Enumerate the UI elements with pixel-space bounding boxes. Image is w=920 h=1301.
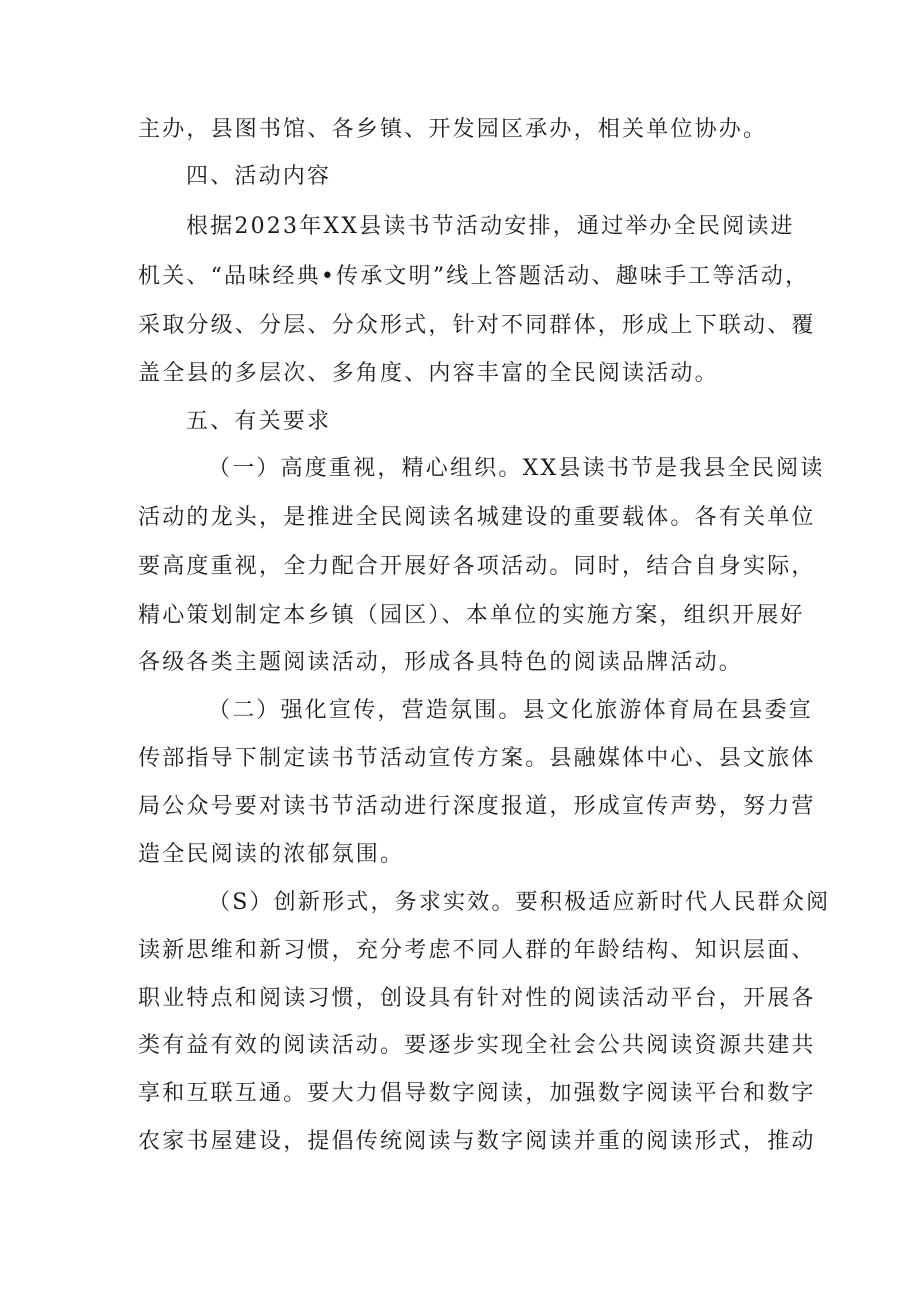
- paragraph-line: 盖全县的多层次、多角度、内容丰富的全民阅读活动。: [138, 361, 719, 386]
- paragraph-line: 传部指导下制定读书节活动宣传方案。县融媒体中心、县文旅体: [138, 746, 816, 771]
- paragraph-line: 造全民阅读的浓郁氛围。: [138, 842, 405, 867]
- paragraph-line: 要高度重视，全力配合开展好各项活动。同时，结合自身实际，: [138, 554, 816, 579]
- paragraph-line: （一）高度重视，精心组织。XX县读书节是我县全民阅读: [208, 456, 825, 481]
- paragraph-line: 享和互联互通。要大力倡导数字阅读，加强数字阅读平台和数字: [138, 1081, 816, 1106]
- section-heading-requirements: 五、有关要求: [186, 409, 332, 434]
- paragraph-line: 各级各类主题阅读活动，形成各具特色的阅读品牌活动。: [138, 650, 744, 675]
- paragraph-line: 采取分级、分层、分众形式，针对不同群体，形成上下联动、覆: [138, 313, 816, 338]
- section-heading-activity-content: 四、活动内容: [186, 164, 332, 189]
- paragraph-line: （二）强化宣传，营造氛围。县文化旅游体育局在县委宣: [208, 698, 814, 723]
- paragraph-line: 读新思维和新习惯，充分考虑不同人群的年龄结构、知识层面、: [138, 938, 816, 963]
- paragraph-line: 类有益有效的阅读活动。要逐步实现全社会公共阅读资源共建共: [138, 1033, 816, 1058]
- paragraph-line: 精心策划制定本乡镇（园区）、本单位的实施方案，组织开展好: [138, 603, 805, 628]
- paragraph-line: 活动的龙头，是推进全民阅读名城建设的重要载体。各有关单位: [138, 505, 816, 530]
- paragraph-line: 职业特点和阅读习惯，创设具有针对性的阅读活动平台，开展各: [138, 986, 816, 1011]
- paragraph-line: 主办，县图书馆、各乡镇、开发园区承办，相关单位协办。: [138, 117, 768, 142]
- paragraph-line: 根据2023年XX县读书节活动安排，通过举办全民阅读进: [186, 214, 795, 239]
- paragraph-line: （S）创新形式，务求实效。要积极适应新时代人民群众阅: [208, 890, 831, 915]
- paragraph-line: 农家书屋建设，提倡传统阅读与数字阅读并重的阅读形式，推动: [138, 1129, 816, 1154]
- paragraph-line: 局公众号要对读书节活动进行深度报道，形成宣传声势，努力营: [138, 794, 816, 819]
- paragraph-line: 机关、“品味经典•传承文明”线上答题活动、趣味手工等活动，: [138, 264, 810, 289]
